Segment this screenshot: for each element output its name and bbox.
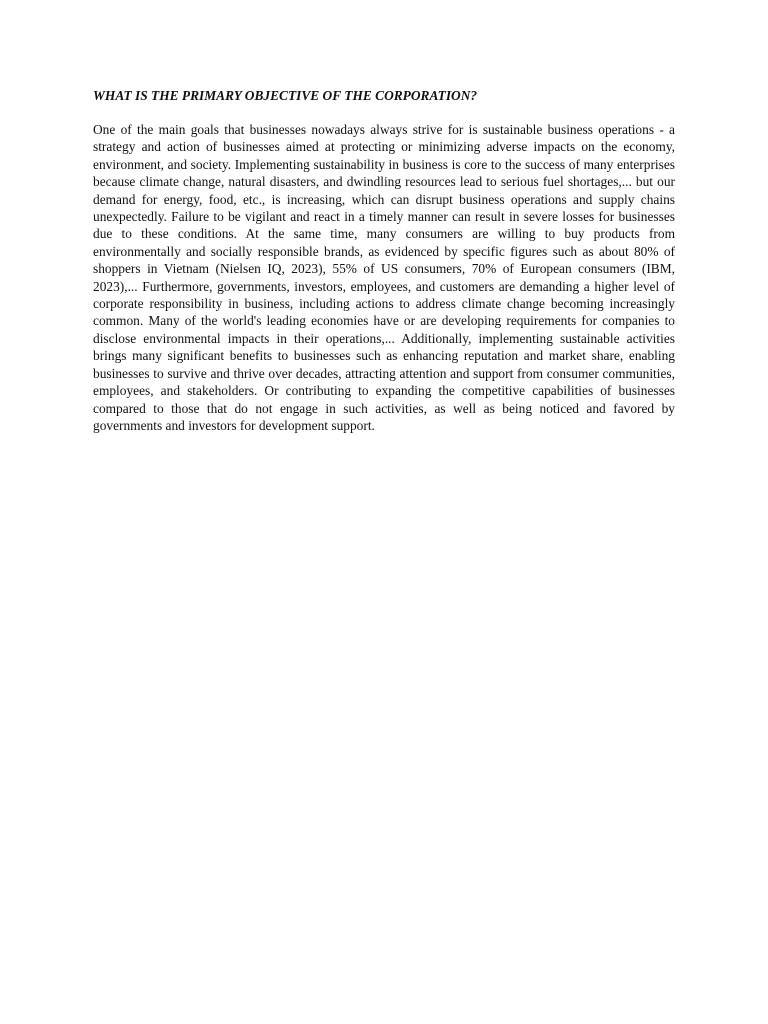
document-heading: WHAT IS THE PRIMARY OBJECTIVE OF THE CORPORATION?	[93, 88, 478, 103]
document-content	[93, 87, 675, 434]
document-paragraph: One of the main goals that businesses nowadays always strive for is sustainable business operations - a strategy and action of businesses aimed at protecting or minimizing adverse impacts on the economy, environment, and society. Implementing sustainability in business is core to the success of many enterprises because climate change, natural disasters, and dwindling resources lead to serious fuel shortages,... but our demand for energy, food, etc., is increasing, which can disrupt business operations and supply chains unexpectedly. Failure to be vigilant and react in a timely manner can result in severe losses for businesses due to these conditions. At the same time, many consumers are willing to buy products from environmentally and socially responsible brands, as evidenced by specific figures such as about 80% of shoppers in Vietnam (Nielsen IQ, 2023), 55% of US consumers, 70% of European consumers (IBM, 2023),... Furthermore, governments, investors, employees, and customers are demanding a higher level of corporate responsibility in business, including actions to address climate change becoming increasingly common. Many of the world's leading economies have or are developing requirements for companies to disclose environmental impacts in their operations,... Additionally, implementing sustainable activities brings many significant benefits to businesses such as enhancing reputation and market share, enabling businesses to survive and thrive over decades, attracting attention and support from consumer communities, employees, and stakeholders. Or contributing to expanding the competitive capabilities of businesses compared to those that do not engage in such activities, as well as being noticed and favored by governments and investors for development support.	[93, 122, 675, 433]
